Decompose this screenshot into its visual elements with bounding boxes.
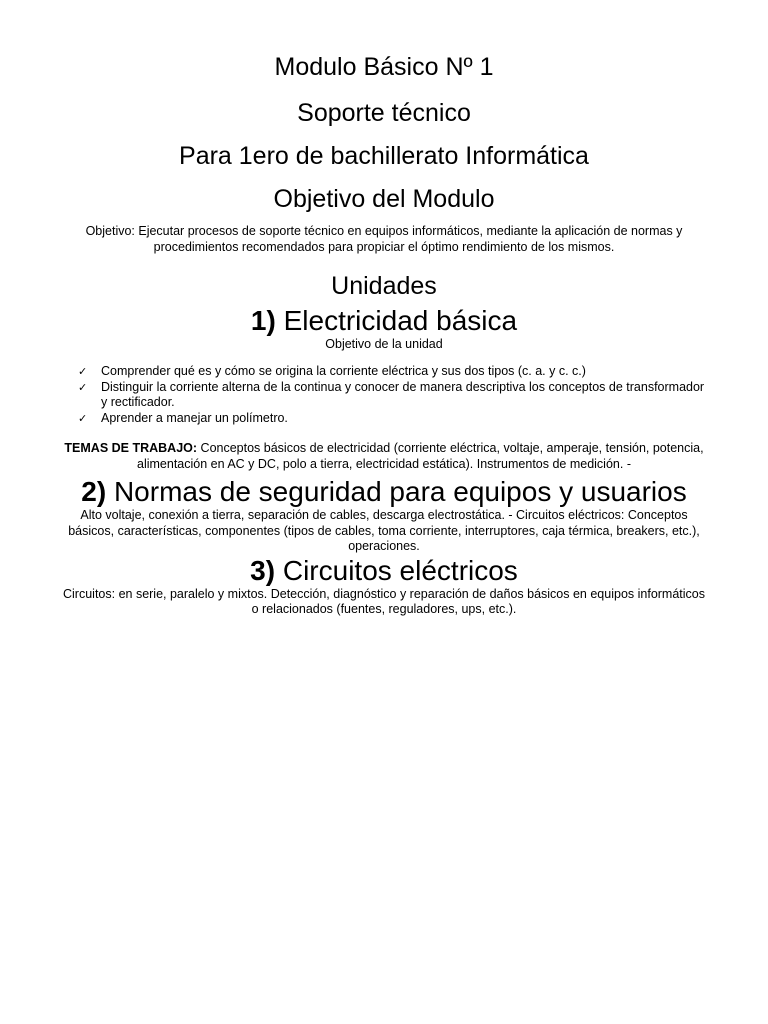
unit-2-heading <box>60 476 708 508</box>
unit-3-title: Circuitos eléctricos <box>282 554 518 586</box>
unit-2-section <box>60 476 708 555</box>
module-audience: Para 1ero de bachillerato Informática <box>179 142 589 170</box>
unit-2-number: 2) <box>81 476 107 507</box>
check-icon: ✓ <box>78 411 88 425</box>
units-heading: Unidades <box>331 272 437 300</box>
unit-3-section <box>60 555 708 618</box>
list-item <box>76 364 708 380</box>
unit-1-topics-label: TEMAS DE TRABAJO: <box>64 441 198 455</box>
unit-1-number: 1) <box>250 305 276 336</box>
list-item-text: Comprender qué es y cómo se origina la corriente eléctrica y sus dos tipos (c. a. y c. c.) <box>101 364 586 378</box>
module-objective-heading: Objetivo del Modulo <box>273 185 495 213</box>
unit-1-topics-text: Conceptos básicos de electricidad (corriente eléctrica, voltaje, amperaje, tensión, potencia, alimentación en AC y DC, polo a tierra, electricidad estática). Instrumentos de medición. - <box>137 441 704 471</box>
module-subject: Soporte técnico <box>297 99 471 127</box>
unit-2-text: Alto voltaje, conexión a tierra, separación de cables, descarga electrostática. - Circuitos eléctricos: Conceptos básicos, características, componentes (tipos de cables, toma corriente, interruptores, caja térmica, breakers, etc.), operaciones. <box>68 508 700 553</box>
module-objective-text: Objetivo: Ejecutar procesos de soporte técnico en equipos informáticos, mediante la aplicación de normas y procedimientos recomendados para propiciar el óptimo rendimiento de los mismos. <box>85 224 683 254</box>
unit-3-heading <box>60 555 708 587</box>
unit-3-text: Circuitos: en serie, paralelo y mixtos. Detección, diagnóstico y reparación de daños básicos en equipos informáticos o relacionados (fuentes, reguladores, ups, etc.). <box>63 586 705 616</box>
unit-1-objectives-list <box>76 364 708 426</box>
unit-1-section <box>60 305 708 472</box>
unit-1-heading <box>60 305 708 337</box>
check-icon: ✓ <box>78 380 88 394</box>
module-title: Modulo Básico Nº 1 <box>274 53 494 81</box>
check-icon: ✓ <box>78 365 88 378</box>
unit-1-title: Electricidad básica <box>283 305 518 336</box>
list-item-text: Distinguir la corriente alterna de la continua y conocer de manera descriptiva los conceptos de transformador y rectificador. <box>101 379 705 409</box>
list-item <box>76 380 708 411</box>
list-item <box>76 411 708 427</box>
unit-1-subtitle: Objetivo de la unidad <box>325 337 443 351</box>
unit-3-number: 3) <box>250 554 276 586</box>
unit-2-title: Normas de seguridad para equipos y usuarios <box>113 476 687 507</box>
list-item-text: Aprender a manejar un polímetro. <box>101 410 288 425</box>
unit-1-topics <box>60 441 708 472</box>
